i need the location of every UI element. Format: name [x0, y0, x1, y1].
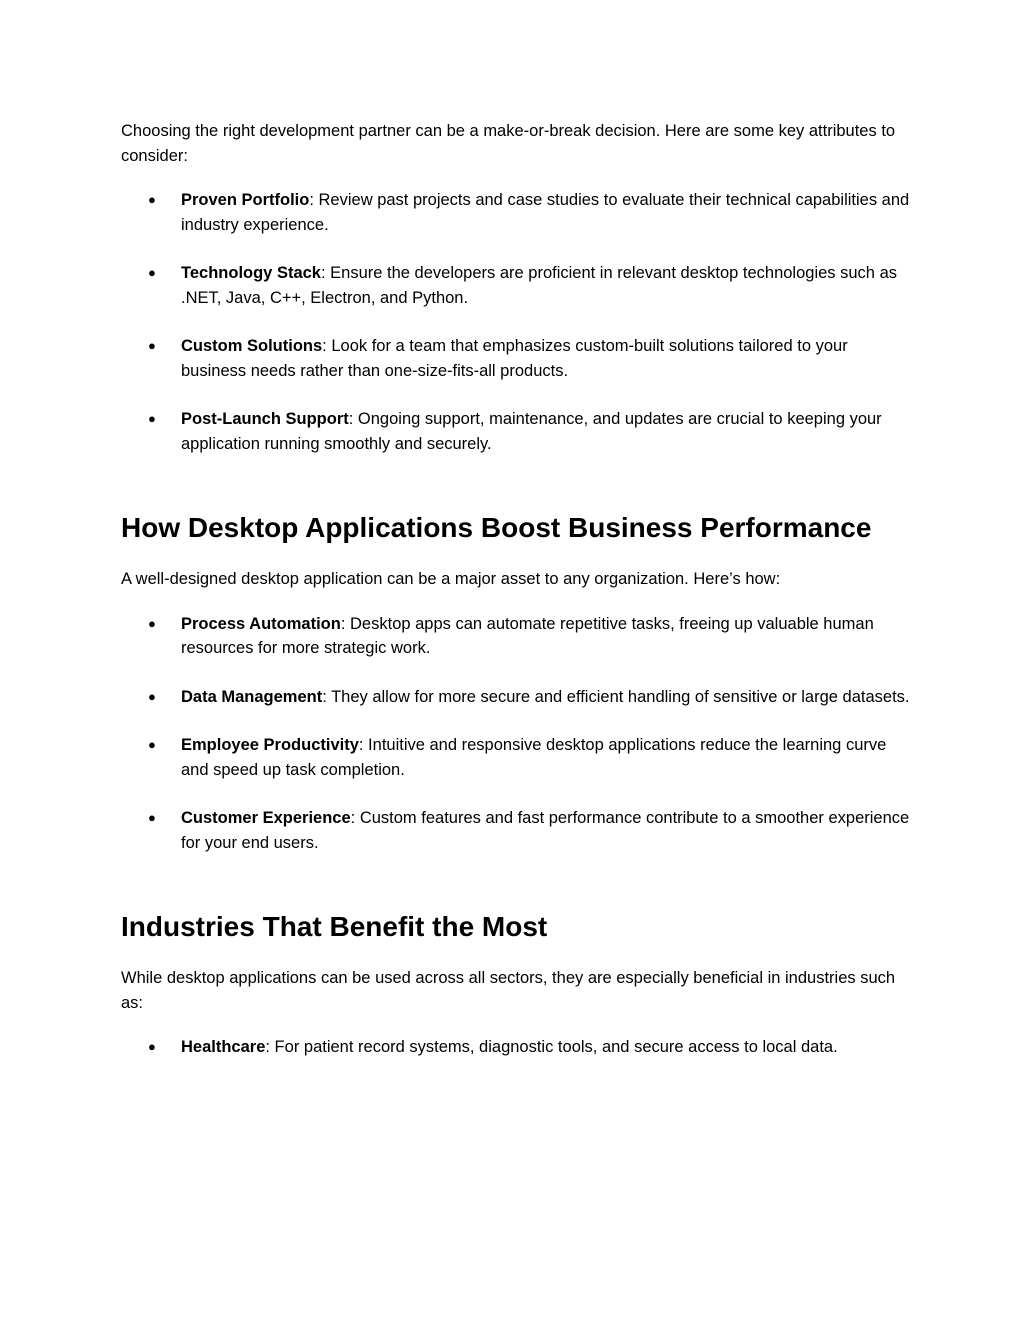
list-item — [121, 261, 911, 310]
list-item — [121, 334, 911, 383]
section2-heading: How Desktop Applications Boost Business Performance — [121, 512, 872, 543]
section3-list — [121, 1035, 911, 1060]
document-body — [121, 119, 911, 1060]
section1-list — [121, 188, 911, 456]
list-item-term: Healthcare — [181, 1038, 266, 1056]
list-item-text: : Look for a team that emphasizes custom-built solutions tailored to your business needs rather than one-size-fits-all products. — [181, 337, 848, 380]
list-item-text: : They allow for more secure and efficient handling of sensitive or large datasets. — [322, 687, 910, 706]
list-item-term: Technology Stack — [181, 264, 321, 282]
list-item — [121, 806, 911, 855]
list-item-text: : For patient record systems, diagnostic tools, and secure access to local data. — [265, 1038, 838, 1056]
bullet-icon: ● — [148, 615, 156, 631]
section3-intro: While desktop applications can be used across all sectors, they are especially beneficial in industries such as: — [121, 969, 896, 1012]
list-item-term: Proven Portfolio — [181, 191, 310, 209]
section1-intro: Choosing the right development partner can be a make-or-break decision. Here are some key attributes to consider: — [121, 122, 896, 165]
list-item-term: Process Automation — [181, 614, 341, 633]
list-item-text: : Review past projects and case studies to evaluate their technical capabilities and industry experience. — [181, 191, 910, 234]
bullet-icon: ● — [148, 265, 156, 280]
bullet-icon: ● — [148, 1039, 156, 1054]
bullet-icon: ● — [148, 810, 156, 825]
section2-intro: A well-designed desktop application can be a major asset to any organization. Here’s how: — [121, 570, 781, 588]
list-item-text: : Intuitive and responsive desktop applications reduce the learning curve and speed up task completion. — [181, 736, 887, 779]
list-item-text: : Custom features and fast performance contribute to a smoother experience for your end users. — [181, 809, 910, 852]
bullet-icon: ● — [148, 411, 156, 426]
list-item-term: Post-Launch Support — [181, 410, 349, 428]
list-item-term: Customer Experience — [181, 809, 351, 827]
list-item — [121, 1035, 911, 1060]
bullet-icon: ● — [148, 192, 156, 207]
section2-list — [121, 612, 911, 856]
section3-heading: Industries That Benefit the Most — [121, 911, 548, 942]
list-item-term: Data Management — [181, 687, 323, 706]
bullet-icon: ● — [148, 688, 156, 704]
list-item-text: : Desktop apps can automate repetitive tasks, freeing up valuable human resources for more strategic work. — [181, 614, 874, 657]
bullet-icon: ● — [148, 737, 156, 752]
list-item-term: Employee Productivity — [181, 736, 359, 754]
list-item-text: : Ongoing support, maintenance, and updates are crucial to keeping your application running smoothly and securely. — [181, 410, 882, 453]
bullet-icon: ● — [148, 338, 156, 353]
list-item — [121, 733, 911, 782]
list-item — [121, 188, 911, 237]
list-item — [121, 407, 911, 456]
list-item — [121, 612, 911, 661]
list-item-text: : Ensure the developers are proficient in relevant desktop technologies such as .NET, Java, C++, Electron, and Python. — [181, 264, 897, 307]
list-item — [121, 685, 911, 710]
list-item-term: Custom Solutions — [181, 337, 323, 355]
